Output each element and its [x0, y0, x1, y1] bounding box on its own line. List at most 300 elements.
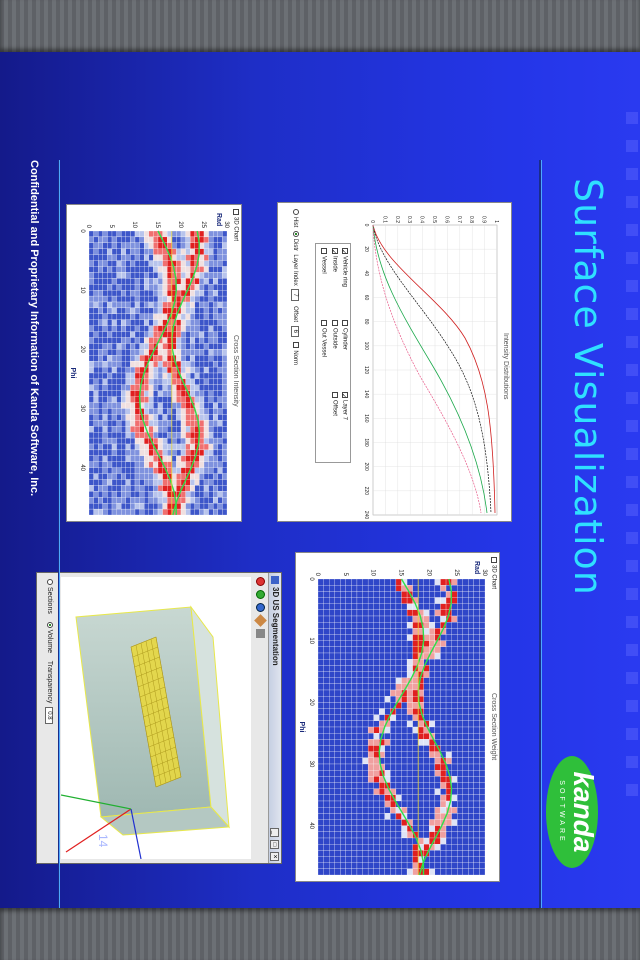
heatmap-cell — [340, 672, 346, 678]
heatmap-cell — [396, 622, 402, 628]
heatmap-cell — [140, 284, 145, 290]
heatmap-cell — [98, 320, 103, 326]
heatmap-cell — [446, 739, 452, 745]
heatmap-cell — [103, 326, 108, 332]
heatmap-cell — [135, 397, 140, 403]
heatmap-cell — [103, 272, 108, 278]
heatmap-cell — [199, 332, 204, 338]
heatmap-cell — [340, 665, 346, 671]
heatmap-cell — [158, 326, 163, 332]
checkbox[interactable]: ✓ — [340, 393, 346, 399]
heatmap-cell — [479, 826, 485, 832]
y-tick-label: 15 — [154, 221, 160, 228]
heatmap-cell — [413, 783, 419, 789]
heatmap-cell — [222, 332, 227, 338]
heatmap-cell — [402, 746, 408, 752]
heatmap-cell — [153, 355, 158, 361]
heatmap-cell — [209, 355, 214, 361]
heatmap-cell — [121, 290, 126, 296]
refresh-icon[interactable] — [256, 590, 265, 599]
heatmap-cell — [103, 231, 108, 237]
heatmap-cell — [368, 672, 374, 678]
heatmap-cell — [318, 764, 324, 770]
heatmap-cell — [402, 869, 408, 875]
heatmap-cell — [149, 302, 154, 308]
legend-cylinder[interactable]: Cylinder — [339, 320, 348, 386]
heatmap-cell — [407, 795, 413, 801]
heatmap-cell — [190, 367, 195, 373]
heatmap-cell — [324, 684, 330, 690]
heatmap-cell — [474, 684, 480, 690]
checkbox[interactable] — [332, 392, 338, 398]
heatmap-cell — [463, 647, 469, 653]
heatmap-cell — [158, 290, 163, 296]
distr-radio[interactable] — [293, 231, 299, 237]
heatmap-cell — [209, 391, 214, 397]
heatmap-cell — [107, 420, 112, 426]
heatmap-cell — [385, 696, 391, 702]
heatmap-cell — [457, 746, 463, 752]
heatmap-cell — [222, 290, 227, 296]
close-button[interactable]: × — [270, 852, 279, 861]
footer-text: Confidential and Proprietary Information of Kanda Software, Inc. — [28, 160, 40, 497]
x-tick-label: 200 — [363, 462, 369, 471]
heatmap-cell — [204, 456, 209, 462]
heatmap-cell — [385, 684, 391, 690]
legend-outside[interactable]: Outside — [328, 320, 337, 386]
heatmap-cell — [130, 403, 135, 409]
heatmap-cell — [190, 480, 195, 486]
heatmap-cell — [153, 503, 158, 509]
heatmap-cell — [357, 844, 363, 850]
heatmap-cell — [158, 361, 163, 367]
checkbox[interactable]: ✓ — [340, 249, 346, 255]
heatmap-cell — [396, 604, 402, 610]
heatmap-cell — [413, 850, 419, 856]
heatmap-cell — [209, 485, 214, 491]
heatmap-cell — [335, 647, 341, 653]
heatmap-cell — [351, 610, 357, 616]
heatmap-cell — [463, 591, 469, 597]
heatmap-cell — [181, 420, 186, 426]
heatmap-cell — [213, 432, 218, 438]
minimize-button[interactable]: _ — [270, 828, 279, 837]
heatmap-cell — [446, 690, 452, 696]
heatmap-cell — [396, 647, 402, 653]
heatmap-cell — [446, 635, 452, 641]
heatmap-cell — [112, 432, 117, 438]
volume-render-view — [61, 577, 251, 859]
heatmap-cell — [351, 764, 357, 770]
heatmap-cell — [199, 361, 204, 367]
heatmap-cell — [172, 456, 177, 462]
footer-divider — [58, 160, 60, 908]
heatmap-cell — [346, 752, 352, 758]
heatmap-cell — [213, 503, 218, 509]
heatmap-cell — [213, 278, 218, 284]
heatmap-cell — [153, 320, 158, 326]
heatmap-cell — [413, 752, 419, 758]
heatmap-cell — [98, 261, 103, 267]
volume-radio[interactable] — [47, 622, 53, 628]
heatmap-cell — [452, 838, 458, 844]
heatmap-cell — [167, 444, 172, 450]
heatmap-cell — [153, 243, 158, 249]
heatmap-cell — [363, 838, 369, 844]
heatmap-cell — [452, 727, 458, 733]
heatmap-cell — [158, 444, 163, 450]
heatmap-cell — [103, 503, 108, 509]
heatmap-cell — [167, 391, 172, 397]
heatmap-cell — [209, 267, 214, 273]
heatmap-cell — [413, 721, 419, 727]
heatmap-cell — [463, 665, 469, 671]
heatmap-cell — [402, 653, 408, 659]
checkbox[interactable] — [342, 320, 348, 326]
heatmap-cell — [94, 249, 99, 255]
heatmap-cell — [130, 438, 135, 444]
heatmap-cell — [112, 480, 117, 486]
heatmap-cell — [204, 373, 209, 379]
heatmap-cell — [158, 243, 163, 249]
heatmap-cell — [340, 844, 346, 850]
heatmap-cell — [468, 715, 474, 721]
heatmap-cell — [94, 444, 99, 450]
heatmap-cell — [89, 373, 94, 379]
x-tick-label: 240 — [363, 510, 369, 520]
heatmap-cell — [457, 795, 463, 801]
heatmap-cell — [135, 261, 140, 267]
heatmap-cell — [121, 361, 126, 367]
heatmap-cell — [329, 863, 335, 869]
heatmap-cell — [463, 678, 469, 684]
heatmap-cell — [329, 789, 335, 795]
checkbox[interactable]: ✓ — [329, 249, 336, 255]
heatmap-cell — [346, 746, 352, 752]
heatmap-cell — [204, 485, 209, 491]
heatmap-cell — [329, 850, 335, 856]
heatmap-cell — [357, 585, 363, 591]
heatmap-cell — [351, 721, 357, 727]
heatmap-cell — [167, 485, 172, 491]
heatmap-cell — [324, 795, 330, 801]
heatmap-cell — [204, 302, 209, 308]
heatmap-cell — [204, 243, 209, 249]
heatmap-cell — [149, 397, 154, 403]
heatmap-cell — [149, 243, 154, 249]
heatmap-cell — [440, 832, 446, 838]
heatmap-cell — [402, 591, 408, 597]
heatmap-cell — [153, 497, 158, 503]
weight-3d-chart-toggle[interactable]: 3D Chart — [490, 557, 497, 589]
heatmap-cell — [390, 844, 396, 850]
x-tick-label: 80 — [363, 318, 369, 325]
heatmap-cell — [181, 432, 186, 438]
heatmap-cell — [346, 857, 352, 863]
heatmap-cell — [351, 647, 357, 653]
heatmap-cell — [167, 355, 172, 361]
heatmap-cell — [424, 733, 430, 739]
heatmap-cell — [121, 403, 126, 409]
heatmap-cell — [94, 485, 99, 491]
heatmap-cell — [463, 739, 469, 745]
heatmap-cell — [218, 509, 223, 515]
heatmap-cell — [222, 338, 227, 344]
heatmap-cell — [199, 497, 204, 503]
checkbox[interactable] — [321, 248, 327, 254]
heatmap-cell — [195, 397, 200, 403]
heatmap-cell — [407, 739, 413, 745]
heatmap-cell — [340, 709, 346, 715]
heatmap-cell — [452, 579, 458, 585]
checkbox[interactable] — [491, 557, 497, 563]
heatmap-cell — [153, 314, 158, 320]
heatmap-cell — [176, 432, 181, 438]
heatmap-cell — [385, 690, 391, 696]
hist-radio[interactable] — [293, 209, 299, 215]
legend-offset[interactable]: Offset — [328, 392, 337, 458]
heatmap-cell — [390, 672, 396, 678]
heatmap-cell — [204, 284, 209, 290]
heatmap-cell — [167, 361, 172, 367]
heatmap-cell — [324, 850, 330, 856]
heatmap-cell — [440, 739, 446, 745]
wand-icon[interactable] — [256, 629, 265, 638]
heatmap-cell — [329, 672, 335, 678]
x-tick-label: 10 — [79, 286, 85, 294]
heatmap-cell — [209, 231, 214, 237]
heatmap-cell — [351, 789, 357, 795]
legend-vehicle-ring[interactable]: ✓Vehicle ring — [340, 249, 348, 288]
heatmap-cell — [117, 267, 122, 273]
heatmap-cell — [140, 320, 145, 326]
heatmap-cell — [374, 776, 380, 782]
heatmap-cell — [357, 863, 363, 869]
heatmap-cell — [452, 869, 458, 875]
heatmap-cell — [424, 752, 430, 758]
heatmap-cell — [190, 237, 195, 243]
norm-checkbox[interactable] — [293, 342, 299, 348]
heatmap-cell — [363, 764, 369, 770]
heatmap-cell — [474, 838, 480, 844]
heatmap-cell — [190, 255, 195, 261]
heatmap-cell — [126, 444, 131, 450]
heatmap-cell — [121, 249, 126, 255]
heatmap-cell — [357, 616, 363, 622]
x-tick-label: 40 — [308, 822, 314, 830]
heatmap-cell — [163, 343, 168, 349]
heatmap-cell — [213, 379, 218, 385]
heatmap-cell — [140, 261, 145, 267]
heatmap-cell — [396, 739, 402, 745]
heatmap-cell — [374, 826, 380, 832]
heatmap-cell — [385, 807, 391, 813]
heatmap-cell — [126, 261, 131, 267]
heatmap-cell — [468, 807, 474, 813]
heatmap-cell — [140, 426, 145, 432]
heatmap-cell — [318, 585, 324, 591]
heatmap-cell — [435, 696, 441, 702]
checkbox[interactable] — [233, 209, 239, 215]
heatmap-cell — [94, 231, 99, 237]
pencil-icon[interactable] — [254, 614, 267, 627]
heatmap-cell — [457, 622, 463, 628]
heatmap-cell — [213, 355, 218, 361]
heatmap-cell — [318, 863, 324, 869]
x-tick-label: 60 — [363, 294, 369, 301]
heatmap-cell — [94, 432, 99, 438]
heatmap-cell — [103, 308, 108, 314]
heatmap-cell — [335, 715, 341, 721]
heatmap-cell — [396, 721, 402, 727]
heatmap-cell — [318, 752, 324, 758]
heatmap-cell — [368, 733, 374, 739]
heatmap-cell — [218, 320, 223, 326]
heatmap-cell — [126, 296, 131, 302]
heatmap-cell — [204, 249, 209, 255]
heatmap-cell — [181, 450, 186, 456]
heatmap-cell — [463, 721, 469, 727]
heatmap-cell — [435, 838, 441, 844]
heatmap-cell — [418, 776, 424, 782]
offset-spinner[interactable]: 6 — [291, 326, 299, 337]
legend-inside[interactable]: ✓Inside — [329, 249, 338, 273]
heatmap-cell — [153, 249, 158, 255]
heatmap-cell — [209, 320, 214, 326]
heatmap-cell — [89, 296, 94, 302]
heatmap-cell — [329, 832, 335, 838]
heatmap-cell — [390, 727, 396, 733]
heatmap-cell — [329, 579, 335, 585]
heatmap-cell — [158, 308, 163, 314]
heatmap-cell — [163, 397, 168, 403]
heatmap-cell — [435, 678, 441, 684]
heatmap-cell — [479, 641, 485, 647]
heatmap-cell — [429, 709, 435, 715]
heatmap-cell — [479, 598, 485, 604]
heatmap-cell — [390, 678, 396, 684]
checkbox[interactable] — [332, 320, 338, 326]
heatmap-cell — [474, 850, 480, 856]
heatmap-cell — [149, 474, 154, 480]
heatmap-cell — [186, 426, 191, 432]
heatmap-cell — [222, 432, 227, 438]
heatmap-cell — [195, 302, 200, 308]
heatmap-cell — [126, 474, 131, 480]
heatmap-cell — [474, 635, 480, 641]
heatmap-cell — [318, 678, 324, 684]
heatmap-cell — [112, 314, 117, 320]
heatmap-cell — [195, 385, 200, 391]
heatmap-cell — [346, 850, 352, 856]
legend-out-vessel[interactable]: Out Vessel — [318, 320, 327, 386]
heatmap-cell — [218, 338, 223, 344]
layer-index-spinner[interactable]: 7 — [291, 289, 299, 300]
heatmap-cell — [98, 349, 103, 355]
heatmap-cell — [98, 468, 103, 474]
legend-vessel[interactable]: Vessel — [318, 248, 327, 314]
globe-icon[interactable] — [256, 603, 265, 612]
heatmap-cell — [351, 616, 357, 622]
heatmap-cell — [468, 696, 474, 702]
heatmap-cell — [181, 284, 186, 290]
heatmap-cell — [89, 249, 94, 255]
heatmap-cell — [112, 385, 117, 391]
heatmap-cell — [218, 403, 223, 409]
intensity-3d-chart-toggle[interactable]: 3D Chart — [232, 209, 239, 241]
heatmap-cell — [103, 450, 108, 456]
heatmap-cell — [335, 665, 341, 671]
heatmap-cell — [402, 826, 408, 832]
heatmap-cell — [140, 237, 145, 243]
heatmap-cell — [329, 715, 335, 721]
heatmap-cell — [222, 326, 227, 332]
heatmap-cell — [318, 622, 324, 628]
heatmap-cell — [346, 869, 352, 875]
heatmap-cell — [98, 462, 103, 468]
heatmap-cell — [429, 770, 435, 776]
heatmap-cell — [181, 320, 186, 326]
heatmap-cell — [158, 343, 163, 349]
heatmap-cell — [463, 746, 469, 752]
heatmap-cell — [144, 343, 149, 349]
heatmap-cell — [429, 776, 435, 782]
heatmap-cell — [390, 598, 396, 604]
heatmap-cell — [363, 616, 369, 622]
checkbox[interactable] — [321, 320, 327, 326]
heatmap-cell — [213, 338, 218, 344]
heatmap-cell — [130, 249, 135, 255]
heatmap-cell — [190, 432, 195, 438]
stop-icon[interactable] — [256, 577, 265, 586]
heatmap-cell — [429, 672, 435, 678]
heatmap-cell — [379, 653, 385, 659]
heatmap-cell — [346, 635, 352, 641]
heatmap-cell — [474, 739, 480, 745]
heatmap-cell — [199, 278, 204, 284]
transparency-spinner[interactable]: 0.8 — [45, 707, 53, 723]
heatmap-cell — [103, 444, 108, 450]
heatmap-cell — [149, 314, 154, 320]
heatmap-cell — [435, 857, 441, 863]
heatmap-cell — [172, 409, 177, 415]
heatmap-cell — [107, 474, 112, 480]
heatmap-cell — [199, 326, 204, 332]
heatmap-cell — [172, 367, 177, 373]
heatmap-cell — [186, 349, 191, 355]
heatmap-cell — [144, 462, 149, 468]
sections-radio[interactable] — [47, 579, 53, 585]
legend-layer-7[interactable]: ✓Layer 7 — [340, 393, 348, 421]
heatmap-cell — [107, 468, 112, 474]
heatmap-cell — [149, 426, 154, 432]
heatmap-cell — [457, 844, 463, 850]
heatmap-cell — [363, 684, 369, 690]
heatmap-cell — [117, 468, 122, 474]
heatmap-cell — [402, 789, 408, 795]
heatmap-cell — [117, 450, 122, 456]
heatmap-cell — [199, 420, 204, 426]
heatmap-cell — [222, 509, 227, 515]
heatmap-cell — [163, 272, 168, 278]
heatmap-cell — [435, 715, 441, 721]
heatmap-cell — [457, 598, 463, 604]
maximize-button[interactable]: □ — [270, 840, 279, 849]
heatmap-cell — [167, 414, 172, 420]
heatmap-cell — [435, 727, 441, 733]
heatmap-cell — [163, 503, 168, 509]
heatmap-cell — [135, 231, 140, 237]
